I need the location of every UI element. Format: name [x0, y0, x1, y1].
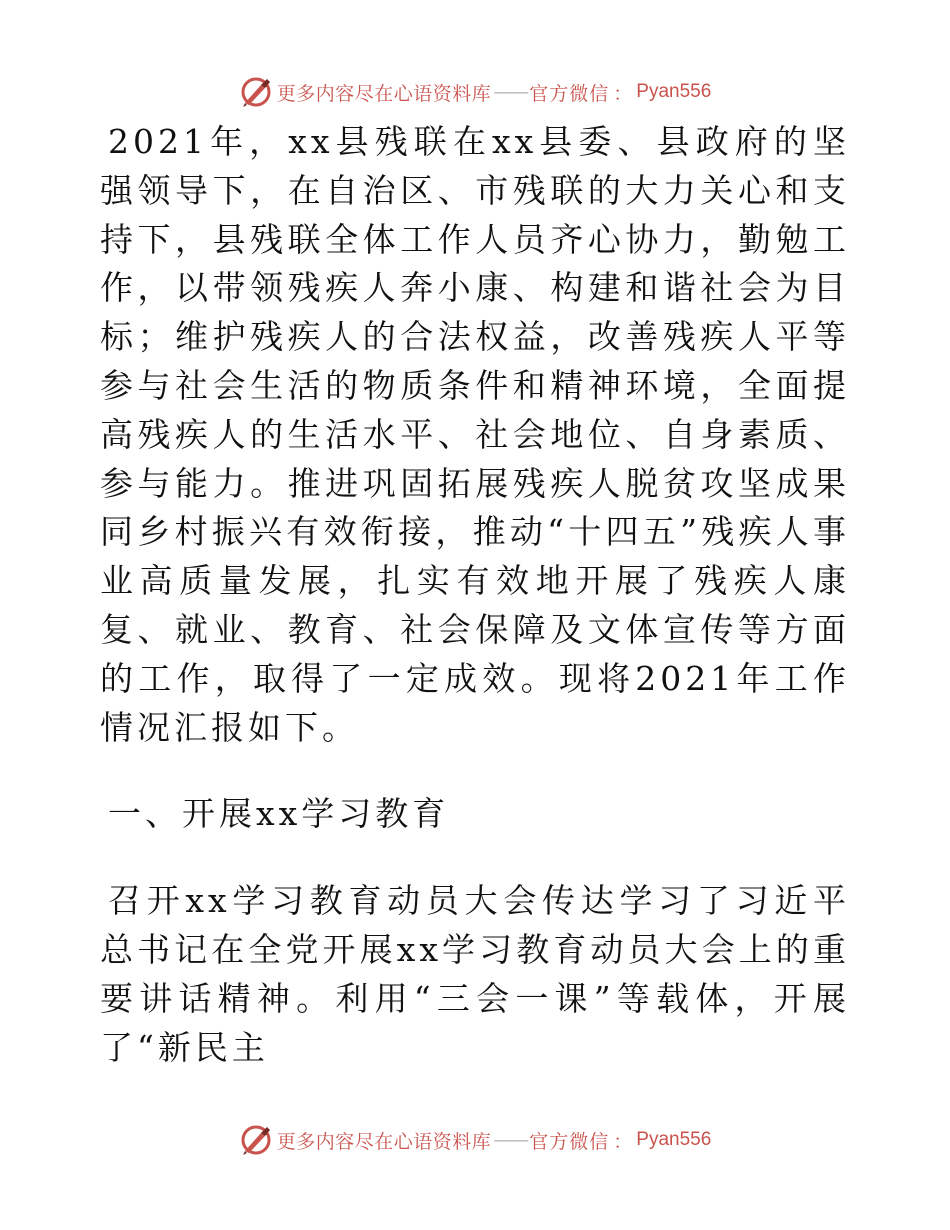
banner-wechat-label: 官方微信	[529, 82, 610, 105]
pen-logo-icon	[239, 75, 273, 109]
section-heading-1: 一、开展xx学习教育	[108, 794, 450, 834]
banner-separator: ——	[493, 1129, 528, 1151]
banner-wechat-id: Pyan556	[636, 1129, 712, 1150]
banner-wechat-label: 官方微信	[529, 1130, 610, 1153]
body-paragraph-1: 2021年，xx县残联在xx县委、县政府的坚强领导下，在自治区、市残联的大力关心和支持下，县残联全体工作人员齐心协力，勤勉工作，以带领残疾人奔小康、构建和谐社会为目标；维护残疾人的合法权益，改善残疾人平等参与社会生活的物质条件和精神环境，全面提高残疾人的生活水平、社会地位、自身素质、参与能力。推进巩固拓展残疾人脱贫攻坚成果同乡村振兴有效衔接，推动“十四五”残疾人事业高质量发展，扎实有效地开展了残疾人康复、就业、教育、社会保障及文体宣传等方面的工作，取得了一定成效。现将2021年工作情况汇报如下。	[100, 122, 850, 747]
banner-separator: ——	[493, 81, 528, 103]
pen-logo-icon	[239, 1123, 273, 1157]
banner-colon: ：	[613, 1130, 633, 1153]
body-paragraph-2: 召开xx学习教育动员大会传达学习了习近平总书记在全党开展xx学习教育动员大会上的重要讲话精神。利用“三会一课”等载体，开展了“新民主	[100, 881, 850, 1067]
footer-banner	[0, 1120, 950, 1160]
banner-site-text: 更多内容尽在心语资料库	[276, 82, 492, 105]
banner-wechat-id: Pyan556	[636, 81, 712, 102]
header-banner	[0, 72, 950, 112]
banner-site-text: 更多内容尽在心语资料库	[276, 1130, 492, 1153]
document-body	[100, 118, 850, 1072]
banner-colon: ：	[613, 82, 633, 105]
